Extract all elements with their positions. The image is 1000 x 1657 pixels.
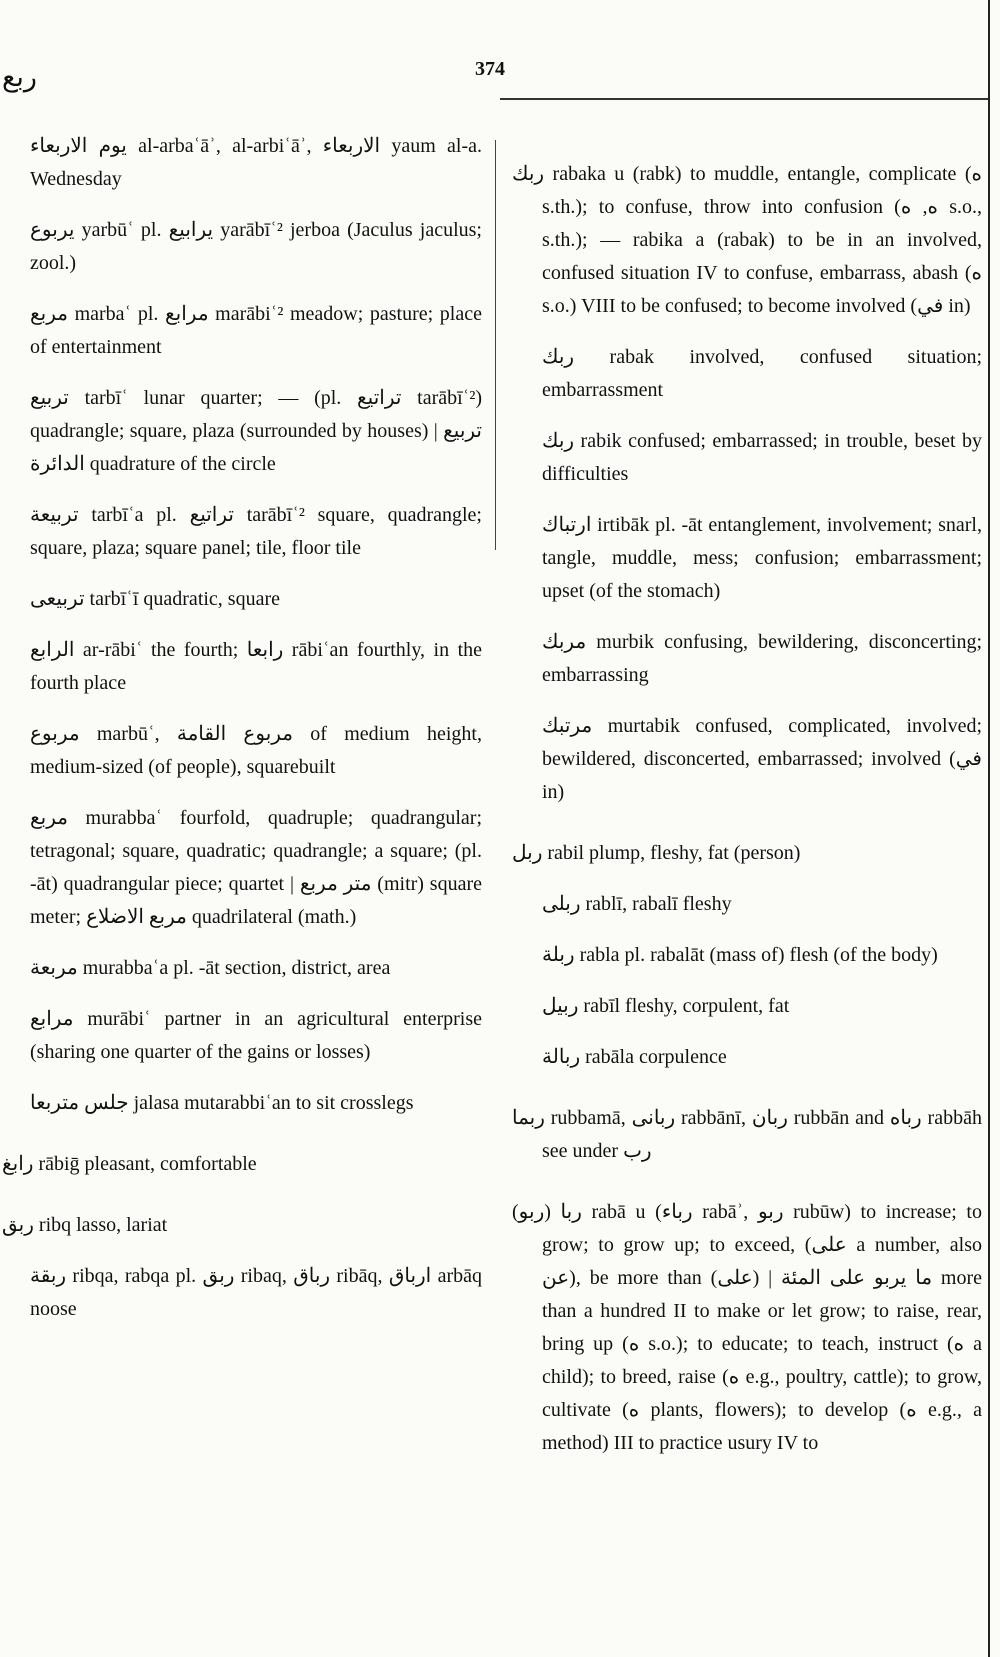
page-edge-rule	[988, 0, 990, 1657]
sub-entry: ربلى rablī, rabalī fleshy	[542, 893, 732, 915]
sub-entry: مربوع marbūʿ, مربوع القامة of medium height, medium-sized (of people), squarebuilt	[30, 723, 482, 778]
page-number: 374	[475, 58, 505, 80]
sub-entry: ربك rabik confused; embarrassed; in trouble, beset by difficulties	[542, 430, 982, 485]
sub-entry: ربالة rabāla corpulence	[542, 1046, 727, 1068]
sub-entry: مربع murabbaʿ fourfold, quadruple; quadrangular; tetragonal; square, quadratic; quadrangle; a square; (pl. -āt) quadrangular piece; quartet | متر مربع (mitr) square meter; مربع الاضلاع quadrilateral (math.)	[30, 807, 482, 928]
header-rule	[500, 98, 988, 100]
sub-entry: مربك murbik confusing, bewildering, disconcerting; embarrassing	[542, 631, 982, 686]
sub-entry: تربيع tarbīʿ lunar quarter; — (pl. تراتيع tarābīʿ²) quadrangle; square, plaza (surrounded by houses) | تربيع الدائرة quadrature of the circle	[30, 387, 483, 475]
main-entry: (ربو) ربا rabā u (رباء rabāʾ, ربو rubūw) to increase; to grow; to grow up; to exceed, (على a number, also عن), be more than (على) | ما يربو على المئة more than a hundred II to make or let grow; to raise, rear, bring up (ه s.o.); to educate; to teach, instruct (ه a child); to breed, raise (ه e.g., poultry, cattle); to grow, cultivate (ه plants, flowers); to develop (ه e.g., a method) III to practice usury IV to	[512, 1201, 983, 1454]
sub-entry: مرتبك murtabik confused, complicated, involved; bewildered, disconcerted, embarrassed; involved (في in)	[542, 715, 982, 803]
sub-entry: ربقة ribqa, rabqa pl. ربق ribaq, رباق ribāq, ارباق arbāq noose	[30, 1265, 482, 1320]
main-entry: ربق ribq lasso, lariat	[2, 1214, 168, 1236]
sub-entry: ارتباك irtibāk pl. -āt entanglement, involvement; snarl, tangle, muddle, mess; confusion; embarrassment; upset (of the stomach)	[542, 514, 982, 602]
sub-entry: ربك rabak involved, confused situation; embarrassment	[542, 346, 982, 401]
running-head: ربع	[2, 62, 37, 93]
sub-entry: الرابع ar-rābiʿ the fourth; رابعا rābiʿan fourthly, in the fourth place	[30, 639, 482, 694]
main-entry: ربك rabaka u (rabk) to muddle, entangle, complicate (ه s.th.); to confuse, throw into confusion (ه, ه s.o., s.th.); — rabika a (rabak) to be in an involved, confused situation IV to confuse, embarrass, abash (ه s.o.) VIII to be confused; to become involved (في in)	[512, 163, 982, 317]
sub-entry: مربع marbaʿ pl. مرابع marābiʿ² meadow; pasture; place of entertainment	[30, 303, 482, 358]
sub-entry: يربوع yarbūʿ pl. يرابيع yarābīʿ² jerboa (Jaculus jaculus; zool.)	[30, 219, 482, 274]
left-column	[2, 130, 483, 1344]
main-entry: ربل rabil plump, fleshy, fat (person)	[512, 842, 801, 864]
sub-entry: جلس متربعا jalasa mutarabbiʿan to sit crosslegs	[30, 1092, 414, 1114]
main-entry: رابغ rābiḡ pleasant, comfortable	[2, 1153, 257, 1175]
sub-entry: تربيعة tarbīʿa pl. تراتيع tarābīʿ² square, quadrangle; square, plaza; square panel; tile, floor tile	[30, 504, 482, 559]
right-column	[512, 130, 982, 1478]
page-header	[0, 0, 1000, 100]
sub-entry: مربعة murabbaʿa pl. -āt section, district, area	[30, 957, 391, 979]
sub-entry: تربيعى tarbīʿī quadratic, square	[30, 588, 280, 610]
sub-entry: مرابع murābiʿ partner in an agricultural enterprise (sharing one quarter of the gains or losses)	[30, 1008, 482, 1063]
sub-entry: يوم الاربعاء al-arbaʿāʾ, al-arbiʿāʾ, الاربعاء yaum al-a. Wednesday	[30, 135, 482, 190]
sub-entry: ربيل rabīl fleshy, corpulent, fat	[542, 995, 790, 1017]
sub-entry: ربلة rabla pl. rabalāt (mass of) flesh (of the body)	[542, 944, 938, 966]
column-divider	[495, 140, 496, 550]
main-entry: ربما rubbamā, ربانى rabbānī, ربان rubbān and رباه rabbāh see under رب	[512, 1107, 982, 1162]
